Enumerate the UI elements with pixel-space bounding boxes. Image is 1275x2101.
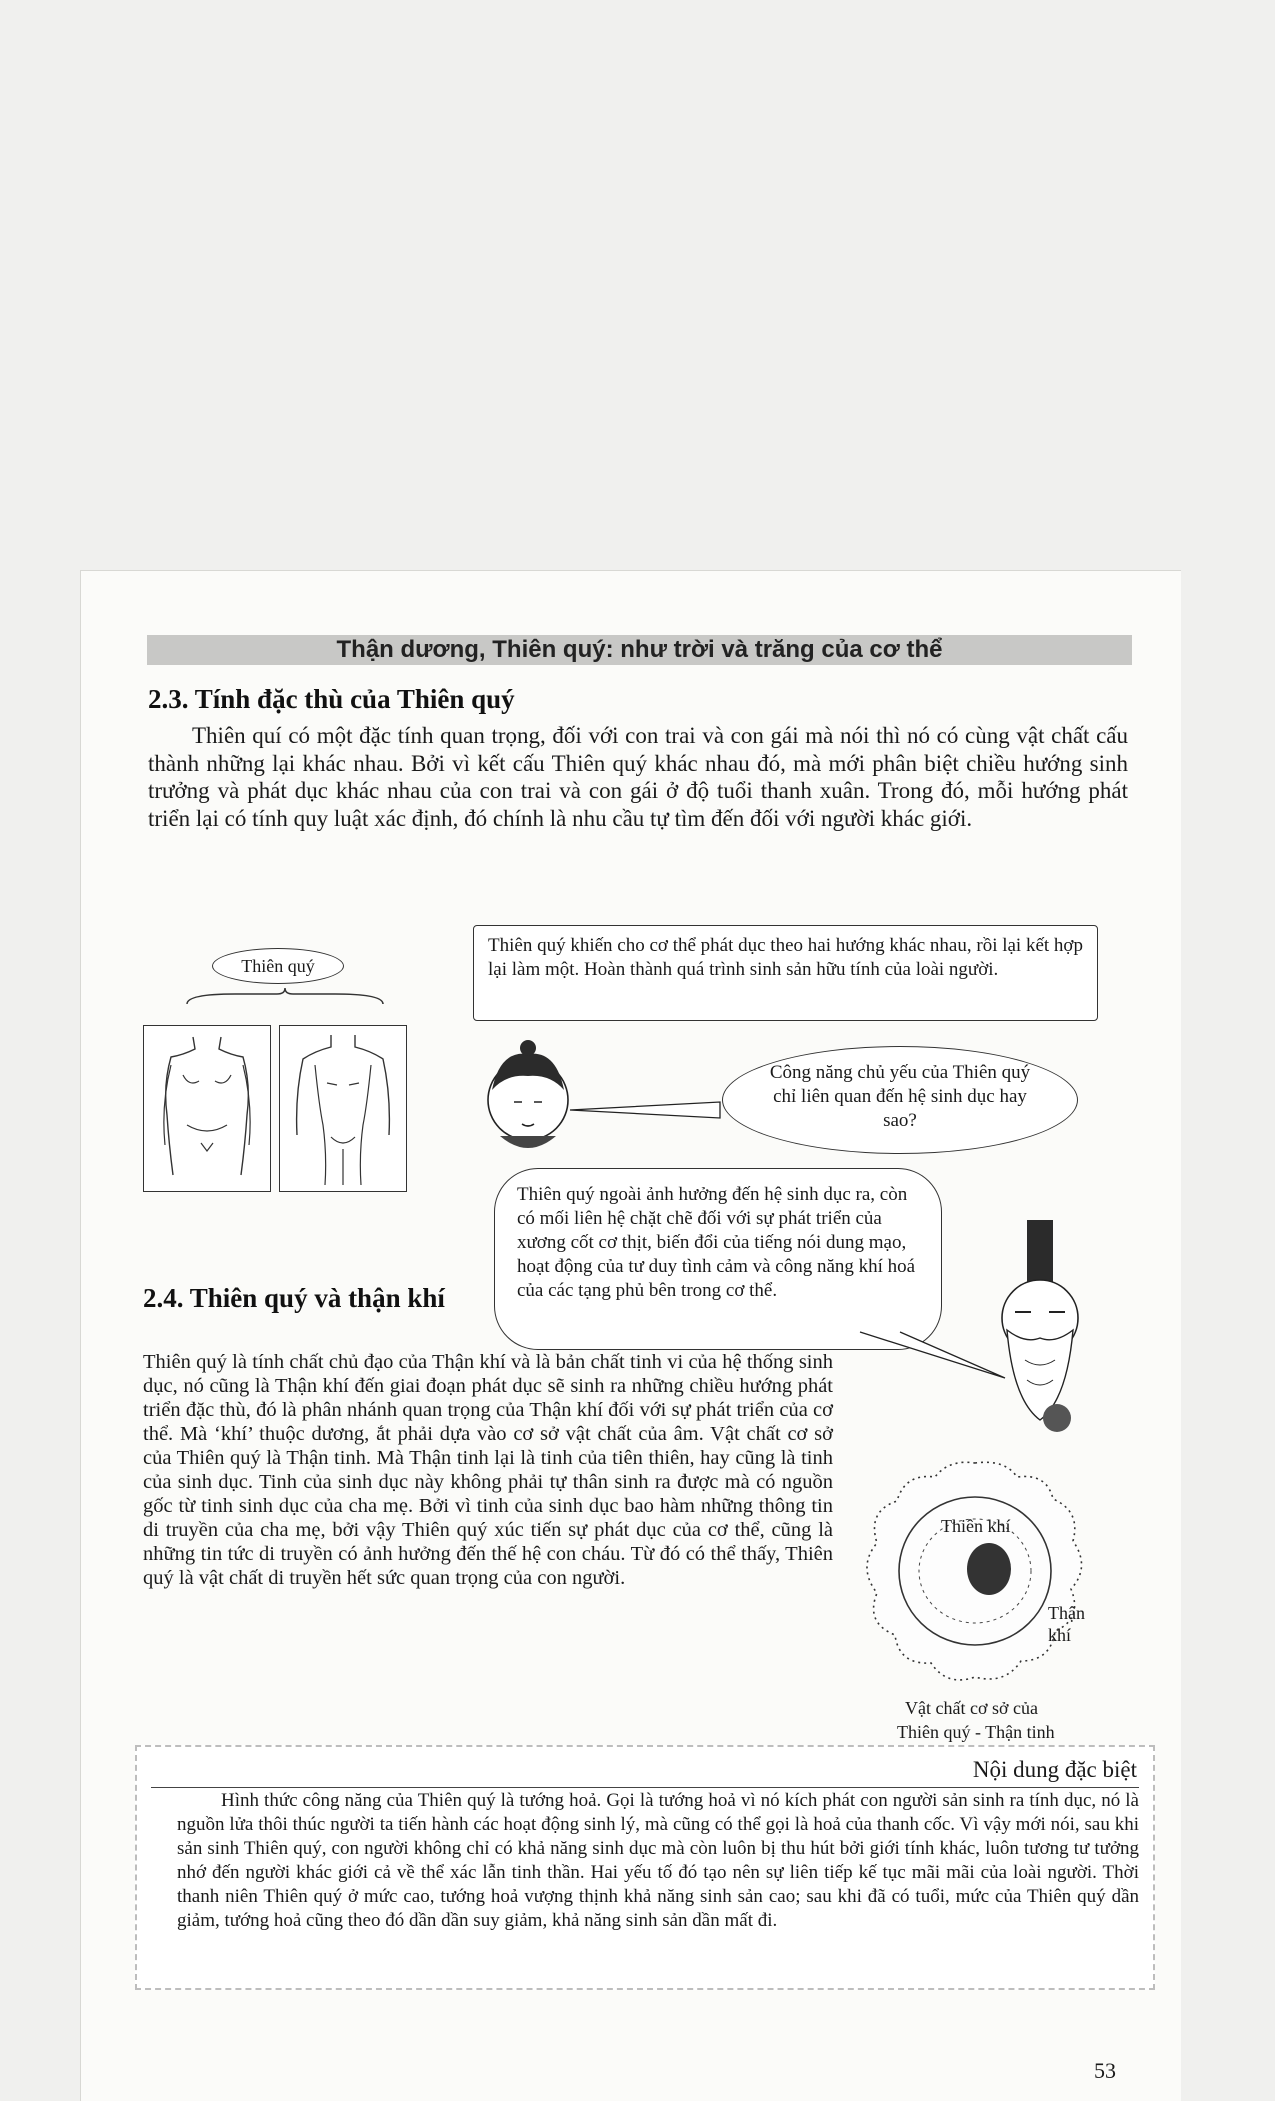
special-content-divider (151, 1787, 1139, 1788)
section-2-3-heading: 2.3. Tính đặc thù của Thiên quý (148, 684, 515, 714)
cloud-inner-label: Thiên khí (941, 1516, 1011, 1536)
special-content-text: Hình thức công năng của Thiên quý là tướng hoả. Gọi là tướng hoả vì nó kích phát con người sản sinh ra tính dục, nó là nguồn lửa thôi thúc người ta tiến hành các hoạt động sinh lý, mà cũng có thể gọi là hoả của thanh cốc. Vì vậy mới nói, sau khi sản sinh Thiên quý, con người không chỉ có khả năng sinh dục mà còn luôn bị thu hút bởi giới tính khác, luôn tương tư tưởng nhớ đến người khác giới cả về thể xác lẫn tinh thần. Hai yếu tố đó tạo nên sự liên tiếp kế tục mãi mãi của loài người. Thời thanh niên Thiên quý ở mức cao, tướng hoả vượng thịnh khả năng sinh sản cao; sau khi đã có tuổi, mức của Thiên quý dần giảm, tướng hoả cũng theo đó dần dần suy giảm, khả năng sinh sản dần mất đi. (177, 1790, 1139, 1931)
male-figure-icon (279, 1025, 407, 1192)
cloud-outer-label: Thận khí (1048, 1603, 1085, 1645)
section-2-4-body (143, 1350, 833, 1590)
section-2-3-paragraph: Thiên quí có một đặc tính quan trọng, đối với con trai và con gái mà nói thì nó có cùng vật chất cấu thành những lại khác nhau. Bởi vì kết cấu Thiên quý khác nhau đó, mà mới phân biệt chiều hướng sinh trưởng và phát dục khác nhau của con trai và con gái ở độ tuổi thanh xuân. Trong đó, mỗi hướng phát triển lại có tính quy luật xác định, đó chính là nhu cầu tự tìm đến đối với người khác giới. (148, 723, 1128, 831)
section-2-4-paragraph: Thiên quý là tính chất chủ đạo của Thận khí và là bản chất tinh vi của hệ thống sinh dục, nó cũng là Thận khí đến giai đoạn phát dục sẽ sinh ra những chiều hướng phát triển đặc thù, đó là phân nhánh quan trọng của Thận khí đối với sự phát triển của cơ thể. Mà ‘khí’ thuộc dương, ắt phải dựa vào cơ sở vật chất của âm. Vật chất cơ sở của Thiên quý là Thận tinh. Mà Thận tinh lại là tinh của tiên thiên, hay cũng là tinh của sinh dục. Tinh của sinh dục này không phải tự thân sinh ra được mà có nguồn gốc từ tinh sinh dục của cha mẹ. Bởi vì tinh của sinh dục bao hàm những thông tin di truyền của cha mẹ, bởi vậy Thiên quý xúc tiến sự phát dục của cơ thể, cũng là những tin tức di truyền có ảnh hưởng đến thế hệ con cháu. Từ đó có thể thấy, Thiên quý là vật chất di truyền hết sức quan trọng của con người. (143, 1351, 833, 1589)
page-number: 53 (1094, 2058, 1116, 2083)
special-content-box (135, 1745, 1155, 1990)
cloud-caption-line2: Thiên quý - Thận tinh (897, 1722, 1055, 1742)
answer-bubble: Thiên quý ngoài ảnh hưởng đến hệ sinh dục ra, còn có mối liên hệ chặt chẽ đối với sự phát triển của xương cốt cơ thịt, biến đổi của tiếng nói dung mạo, hoạt động của tư duy tình cảm và công năng khí hoá của các tạng phủ bên trong cơ thể. (494, 1168, 942, 1350)
question-bubble: Công năng chủ yếu của Thiên quý chỉ liên quan đến hệ sinh dục hay sao? (722, 1046, 1078, 1154)
brace-icon (185, 988, 385, 1008)
callout-top-box: Thiên quý khiến cho cơ thể phát dục theo hai hướng khác nhau, rồi lại kết hợp lại làm một. Hoàn thành quá trình sinh sản hữu tính của loài người. (473, 925, 1098, 1021)
sage-avatar-icon (985, 1220, 1105, 1450)
section-2-4-heading: 2.4. Thiên quý và thận khí (143, 1283, 445, 1313)
thien-quy-bubble-label: Thiên quý (212, 948, 344, 984)
female-figure-icon (143, 1025, 271, 1192)
cloud-caption-line1: Vật chất cơ sở của (905, 1698, 1038, 1718)
special-content-title: Nội dung đặc biệt (972, 1757, 1137, 1782)
section-2-3-body (148, 722, 1128, 832)
chapter-header-band: Thận dương, Thiên quý: như trời và trăng của cơ thể (147, 635, 1132, 665)
cloud-diagram (855, 1455, 1095, 1705)
